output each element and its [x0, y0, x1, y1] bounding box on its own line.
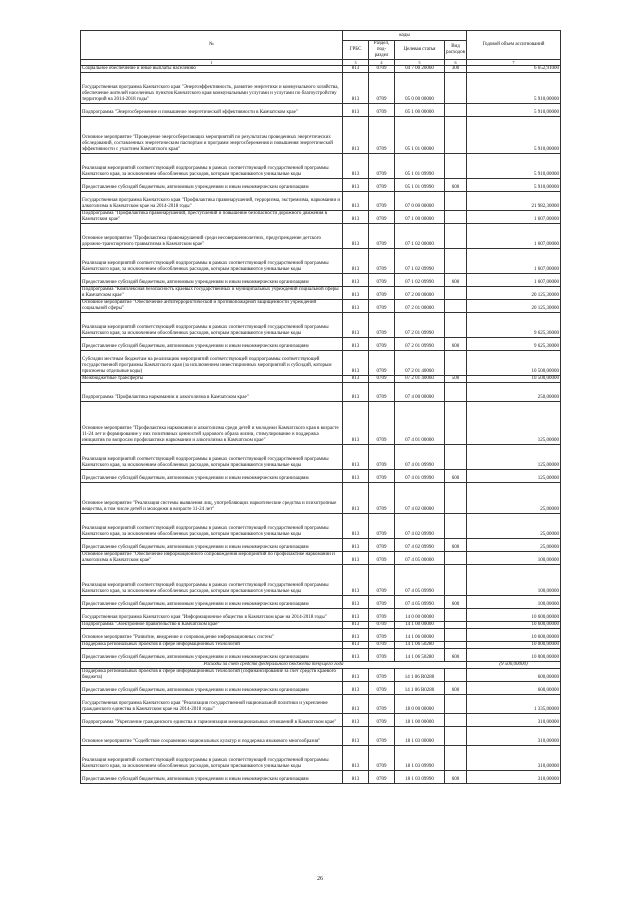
- cell-name: Предоставление субсидий бюджетным, автономным учреждениям и иным некоммерческим организациям: [81, 771, 343, 784]
- cell-razdel: 0709: [369, 351, 395, 376]
- cell-expense-type: [445, 514, 467, 539]
- cell-expense-type: [445, 445, 467, 470]
- note-text: Расходы за счет средств федерального бюджета текущего года: [81, 662, 467, 669]
- page-number: 26: [317, 876, 323, 882]
- cell-target-article: 04 7 00 20060: [395, 66, 445, 73]
- cell-sum: 10 500,00000: [467, 376, 561, 383]
- table-row: [81, 714, 561, 727]
- cell-expense-type: [445, 727, 467, 746]
- cell-grbs: 813: [343, 596, 369, 609]
- cell-expense-type: [445, 117, 467, 154]
- cell-target-article: 07 4 01 09990: [395, 445, 445, 470]
- cell-target-article: 14 1 06 50280: [395, 642, 445, 649]
- cell-target-article: 07 4 02 00000: [395, 483, 445, 514]
- cell-name: Предоставление субсидий бюджетным, автономным учреждениям и иным некоммерческим организациям: [81, 274, 343, 287]
- cell-grbs: 813: [343, 642, 369, 649]
- cell-expense-type: [445, 629, 467, 642]
- cell-grbs: 813: [343, 629, 369, 642]
- cell-expense-type: [445, 104, 467, 117]
- cell-expense-type: [445, 609, 467, 622]
- table-row: [81, 539, 561, 552]
- cell-name: Реализация мероприятий соответствующей подпрограммы в рамках соответствующей государственной программы Камчатского края, за исключением обособленных расходов, которым присваиваются уникальные коды: [81, 514, 343, 539]
- table-row: [81, 104, 561, 117]
- cell-razdel: 0709: [369, 338, 395, 351]
- table-row: [81, 66, 561, 73]
- cell-sum: 1 607,00000: [467, 249, 561, 274]
- cell-expense-type: [445, 313, 467, 338]
- cell-razdel: 0709: [369, 695, 395, 714]
- cell-name: Подпрограмма "Энергосбережение и повышение энергетической эффективности в Камчатском крае": [81, 104, 343, 117]
- cell-razdel: 0709: [369, 274, 395, 287]
- cell-name: Субсидии местным бюджетам на реализацию мероприятий соответствующей подпрограммы соответствующей государственной программы Камчатского края (за исключением инвестиционных мероприятий и субсидий, которым присвоены отдельные коды): [81, 351, 343, 376]
- cell-razdel: 0709: [369, 596, 395, 609]
- table-row: [81, 483, 561, 514]
- cell-sum: 25,00000: [467, 514, 561, 539]
- cell-target-article: 07 4 05 09990: [395, 596, 445, 609]
- cell-razdel: 0709: [369, 629, 395, 642]
- cell-grbs: 813: [343, 287, 369, 300]
- cell-grbs: 813: [343, 669, 369, 682]
- cell-sum: 9 625,30000: [467, 313, 561, 338]
- cell-grbs: 813: [343, 104, 369, 117]
- cell-grbs: 813: [343, 313, 369, 338]
- cell-name: Основное мероприятие "Обеспечение информационного сопровождения мероприятий по профилактике наркомании и алкоголизма в Камчатском крае": [81, 552, 343, 565]
- cell-sum: 25,00000: [467, 483, 561, 514]
- cell-razdel: 0709: [369, 483, 395, 514]
- cell-target-article: 14 1 00 00000: [395, 622, 445, 629]
- cell-name: Предоставление субсидий бюджетным, автономным учреждениям и иным некоммерческим организациям: [81, 649, 343, 662]
- cell-grbs: 813: [343, 445, 369, 470]
- cell-razdel: 0709: [369, 192, 395, 211]
- cell-target-article: 14 1 06 R0280: [395, 682, 445, 695]
- cell-target-article: 05 1 01 09990: [395, 154, 445, 179]
- cell-expense-type: [445, 73, 467, 104]
- cell-expense-type: [445, 669, 467, 682]
- cell-grbs: 813: [343, 483, 369, 514]
- table-row: [81, 445, 561, 470]
- cell-name: Подпрограмма "Профилактика наркомании и алкоголизма в Камчатском крае": [81, 383, 343, 402]
- cell-expense-type: [445, 154, 467, 179]
- cell-name: Предоставление субсидий бюджетным, автономным учреждениям и иным некоммерческим организациям: [81, 539, 343, 552]
- cell-razdel: 0709: [369, 117, 395, 154]
- cell-sum: 125,00000: [467, 445, 561, 470]
- cell-sum: 5 910,00000: [467, 179, 561, 192]
- cell-sum: 10 600,00000: [467, 609, 561, 622]
- cell-target-article: 18 1 03 09990: [395, 746, 445, 771]
- table-row: [81, 727, 561, 746]
- cell-razdel: 0709: [369, 514, 395, 539]
- table-row: [81, 771, 561, 784]
- cell-sum: 600,00000: [467, 669, 561, 682]
- cell-name: Предоставление субсидий бюджетным, автономным учреждениям и иным некоммерческим организациям: [81, 179, 343, 192]
- table-row: [81, 300, 561, 313]
- cell-razdel: 0709: [369, 609, 395, 622]
- cell-expense-type: 600: [445, 682, 467, 695]
- cell-razdel: 0709: [369, 402, 395, 445]
- table-row: [81, 249, 561, 274]
- cell-razdel: 0709: [369, 746, 395, 771]
- cell-grbs: 813: [343, 649, 369, 662]
- cell-target-article: 07 1 02 00000: [395, 224, 445, 249]
- cell-expense-type: [445, 483, 467, 514]
- cell-grbs: 813: [343, 192, 369, 211]
- cell-name: Социальное обеспечение и иные выплаты населению: [81, 66, 343, 73]
- cell-razdel: 0709: [369, 287, 395, 300]
- cell-expense-type: 600: [445, 470, 467, 483]
- cell-name: Подпрограмма "Профилактика правонарушений, преступлений и повышение безопасности дорожного движения в Камчатском крае": [81, 211, 343, 224]
- cell-name: Реализация мероприятий соответствующей подпрограммы в рамках соответствующей государственной программы Камчатского края, за исключением обособленных расходов, которым присваиваются уникальные коды: [81, 565, 343, 596]
- cell-sum: 20 125,30000: [467, 300, 561, 313]
- cell-grbs: 813: [343, 351, 369, 376]
- cell-target-article: 07 4 05 00000: [395, 552, 445, 565]
- cell-razdel: 0709: [369, 649, 395, 662]
- cell-sum: 100,00000: [467, 596, 561, 609]
- cell-grbs: 813: [343, 224, 369, 249]
- table-row: [81, 552, 561, 565]
- header-razdel: Раздел, под-раздел: [369, 41, 395, 60]
- cell-expense-type: [445, 402, 467, 445]
- cell-razdel: 0709: [369, 727, 395, 746]
- cell-expense-type: [445, 224, 467, 249]
- cell-sum: 6 652,91000: [467, 66, 561, 73]
- cell-name: Поддержка региональных проектов в сфере информационных технологий: [81, 642, 343, 649]
- cell-expense-type: [445, 695, 467, 714]
- cell-sum: (9 500,00000): [467, 662, 561, 669]
- cell-target-article: 07 4 05 09990: [395, 565, 445, 596]
- cell-expense-type: [445, 351, 467, 376]
- cell-name: Реализация мероприятий соответствующей подпрограммы в рамках соответствующей государственной программы Камчатского края, за исключением обособленных расходов, которым присваиваются уникальные коды: [81, 445, 343, 470]
- table-row: [81, 669, 561, 682]
- header-grbs: ГРБС: [343, 41, 369, 60]
- cell-sum: 21 982,30000: [467, 192, 561, 211]
- cell-name: Основное мероприятие "Содействие сохранению национальных культур и поддержка языкового многообразия": [81, 727, 343, 746]
- cell-grbs: 813: [343, 470, 369, 483]
- cell-sum: 20 125,30000: [467, 287, 561, 300]
- cell-razdel: 0709: [369, 313, 395, 338]
- cell-target-article: 18 0 00 00000: [395, 695, 445, 714]
- table-row: [81, 338, 561, 351]
- cell-expense-type: 600: [445, 179, 467, 192]
- cell-grbs: 813: [343, 338, 369, 351]
- cell-target-article: 18 1 03 09990: [395, 771, 445, 784]
- cell-razdel: 0709: [369, 642, 395, 649]
- cell-razdel: 0709: [369, 682, 395, 695]
- table-row: [81, 351, 561, 376]
- cell-sum: 5 910,00000: [467, 104, 561, 117]
- cell-name: Основное мероприятие "Профилактика правонарушений среди несовершеннолетних, предупреждение детского дорожно-транспортного травматизма в Камчатском крае": [81, 224, 343, 249]
- cell-name: Реализация мероприятий соответствующей подпрограммы в рамках соответствующей государственной программы Камчатского края, за исключением обособленных расходов, которым присваиваются уникальные коды: [81, 313, 343, 338]
- cell-razdel: 0709: [369, 470, 395, 483]
- table-row: [81, 695, 561, 714]
- table-row: [81, 596, 561, 609]
- cell-razdel: 0709: [369, 714, 395, 727]
- cell-sum: 10 600,00000: [467, 629, 561, 642]
- cell-sum: 10 000,00000: [467, 642, 561, 649]
- cell-name: Основное мероприятие "Развитие, внедрение и сопровождение информационных систем": [81, 629, 343, 642]
- cell-name: Государственная программа Камчатского края "Профилактика правонарушений, терроризма, экстремизма, наркомании и алкоголизма в Камчатском крае на 2014-2018 годы": [81, 192, 343, 211]
- table-row: [81, 746, 561, 771]
- header-index-1: 1: [81, 60, 343, 66]
- cell-target-article: 07 2 01 40060: [395, 351, 445, 376]
- cell-name: Основное мероприятие "Обеспечение антитеррористической и противопожарной защищенности учреждений социальной сферы": [81, 300, 343, 313]
- cell-expense-type: [445, 287, 467, 300]
- cell-target-article: 07 4 00 00000: [395, 383, 445, 402]
- header-index-5: 5: [395, 60, 445, 66]
- cell-name: Основное мероприятие "Реализация системы выявления лиц, употребляющих наркотические средства и психотропные вещества, в том числе детей и молодежи в возрасте 11-24 лет": [81, 483, 343, 514]
- cell-grbs: 813: [343, 117, 369, 154]
- cell-razdel: 0709: [369, 565, 395, 596]
- cell-expense-type: [445, 622, 467, 629]
- cell-grbs: 813: [343, 376, 369, 383]
- cell-name: Предоставление субсидий бюджетным, автономным учреждениям и иным некоммерческим организациям: [81, 596, 343, 609]
- cell-grbs: 813: [343, 552, 369, 565]
- cell-grbs: 813: [343, 771, 369, 784]
- table-row: [81, 313, 561, 338]
- cell-grbs: 813: [343, 746, 369, 771]
- cell-sum: 310,00000: [467, 714, 561, 727]
- header-index-7: 7: [467, 60, 561, 66]
- cell-name: Реализация мероприятий соответствующей подпрограммы в рамках соответствующей государственной программы Камчатского края, за исключением обособленных расходов, которым присваиваются уникальные коды: [81, 249, 343, 274]
- cell-target-article: 07 2 01 09990: [395, 338, 445, 351]
- table-row: [81, 192, 561, 211]
- cell-target-article: 07 0 00 00000: [395, 192, 445, 211]
- table-row: [81, 649, 561, 662]
- cell-razdel: 0709: [369, 73, 395, 104]
- table-row: [81, 274, 561, 287]
- cell-sum: 5 910,00000: [467, 154, 561, 179]
- header-index-6: 6: [445, 60, 467, 66]
- cell-grbs: 813: [343, 682, 369, 695]
- cell-expense-type: [445, 192, 467, 211]
- cell-name: Подпрограмма "Электронное правительство в Камчатском крае": [81, 622, 343, 629]
- table-row: [81, 470, 561, 483]
- cell-grbs: 813: [343, 622, 369, 629]
- cell-grbs: 813: [343, 727, 369, 746]
- header-index-3: 3: [343, 60, 369, 66]
- table-row: [81, 565, 561, 596]
- cell-razdel: 0709: [369, 669, 395, 682]
- cell-razdel: 0709: [369, 771, 395, 784]
- cell-sum: 1 607,00000: [467, 274, 561, 287]
- cell-grbs: 813: [343, 179, 369, 192]
- cell-target-article: 14 1 06 50280: [395, 649, 445, 662]
- cell-razdel: 0709: [369, 376, 395, 383]
- table-row: [81, 154, 561, 179]
- table-row: [81, 402, 561, 445]
- cell-name: Предоставление субсидий бюджетным, автономным учреждениям и иным некоммерческим организациям: [81, 470, 343, 483]
- header-num: №: [81, 31, 343, 60]
- cell-sum: 5 910,00000: [467, 117, 561, 154]
- cell-sum: 125,00000: [467, 402, 561, 445]
- cell-expense-type: 600: [445, 596, 467, 609]
- cell-razdel: 0709: [369, 622, 395, 629]
- table-row: [81, 376, 561, 383]
- table-body: [81, 66, 561, 784]
- cell-grbs: 813: [343, 211, 369, 224]
- cell-name: Реализация мероприятий соответствующей подпрограммы в рамках соответствующей государственной программы Камчатского края, за исключением обособленных расходов, которым присваиваются уникальные коды: [81, 154, 343, 179]
- cell-sum: 1 607,00000: [467, 224, 561, 249]
- cell-sum: 600,00000: [467, 682, 561, 695]
- cell-sum: 250,00000: [467, 383, 561, 402]
- cell-target-article: 05 0 00 00000: [395, 73, 445, 104]
- table-note-row: [81, 662, 561, 669]
- cell-target-article: 14 1 06 00000: [395, 629, 445, 642]
- cell-name: Подпрограмма "Укрепление гражданского единства и гармонизация межнациональных отношений в Камчатском крае": [81, 714, 343, 727]
- cell-target-article: 14 0 00 00000: [395, 609, 445, 622]
- cell-sum: 310,00000: [467, 746, 561, 771]
- cell-razdel: 0709: [369, 383, 395, 402]
- cell-razdel: 0709: [369, 104, 395, 117]
- table-row: [81, 179, 561, 192]
- table-row: [81, 383, 561, 402]
- cell-target-article: 07 1 02 09990: [395, 249, 445, 274]
- cell-grbs: 813: [343, 383, 369, 402]
- cell-sum: 10 500,00000: [467, 351, 561, 376]
- cell-grbs: 813: [343, 73, 369, 104]
- cell-grbs: 813: [343, 154, 369, 179]
- cell-target-article: 07 4 01 00000: [395, 402, 445, 445]
- cell-target-article: 07 4 02 09990: [395, 539, 445, 552]
- cell-grbs: 813: [343, 539, 369, 552]
- cell-target-article: 07 2 01 09990: [395, 313, 445, 338]
- cell-grbs: 813: [343, 402, 369, 445]
- cell-target-article: 14 1 06 R0280: [395, 669, 445, 682]
- cell-name: Основное мероприятие "Проведение энергосберегающих мероприятий по результатам проведенных энергетических обследований, составленных энергетическим паспортам и программ энергосбережения и повышения энергетической эффективности с участием Камчатского края": [81, 117, 343, 154]
- cell-expense-type: [445, 249, 467, 274]
- cell-name: Государственная программа Камчатского края "Информационное общество в Камчатском крае на 2014-2018 годы": [81, 609, 343, 622]
- cell-expense-type: [445, 300, 467, 313]
- header-vr: Вид расходов: [445, 41, 467, 60]
- cell-razdel: 0709: [369, 211, 395, 224]
- table-row: [81, 682, 561, 695]
- cell-razdel: 0709: [369, 66, 395, 73]
- cell-grbs: 813: [343, 66, 369, 73]
- cell-name: Основное мероприятие "Профилактика наркомании и алкоголизма среди детей и молодежи Камчатского края в возрасте 11-24 лет и формирование у них позитивных ценностей здорового образа жизни, стимулирование и поддержка инициатив по вопросам профилактики наркомании и алкоголизма в Камчатском крае": [81, 402, 343, 445]
- cell-sum: 100,00000: [467, 565, 561, 596]
- cell-target-article: 07 2 01 40060: [395, 376, 445, 383]
- cell-razdel: 0709: [369, 300, 395, 313]
- cell-target-article: 05 1 01 00000: [395, 117, 445, 154]
- table-row: [81, 514, 561, 539]
- cell-name: Государственная программа Камчатского края "Реализация государственной национальной политики и укрепление гражданского единства в Камчатском крае на 2014-2018 годы": [81, 695, 343, 714]
- cell-name: Межбюджетные трансферты: [81, 376, 343, 383]
- cell-name: Предоставление субсидий бюджетным, автономным учреждениям и иным некоммерческим организациям: [81, 682, 343, 695]
- cell-grbs: 813: [343, 249, 369, 274]
- cell-sum: 10 000,00000: [467, 649, 561, 662]
- cell-name: Подпрограмма "Комплексная безопасность краевых государственных и муниципальных учреждений социальной сферы в Камчатском крае": [81, 287, 343, 300]
- cell-sum: 5 910,00000: [467, 73, 561, 104]
- cell-target-article: 05 1 01 09990: [395, 179, 445, 192]
- cell-name: Государственная программа Камчатского края "Энергоэффективность, развитие энергетики и коммунального хозяйства, обеспечение жителей населенных пунктов Камчатского края коммунальными услугами и услугами по благоустройству территорий на 2014-2018 годы": [81, 73, 343, 104]
- cell-razdel: 0709: [369, 179, 395, 192]
- table-row: [81, 642, 561, 649]
- header-codes: коды: [343, 31, 467, 41]
- cell-expense-type: 600: [445, 274, 467, 287]
- cell-expense-type: 600: [445, 539, 467, 552]
- cell-grbs: 813: [343, 714, 369, 727]
- cell-target-article: 18 1 00 00000: [395, 714, 445, 727]
- header-sum: Годовой объем ассигнований: [467, 31, 561, 60]
- cell-razdel: 0709: [369, 249, 395, 274]
- cell-expense-type: [445, 383, 467, 402]
- cell-sum: 1 607,00000: [467, 211, 561, 224]
- cell-target-article: 07 1 02 09990: [395, 274, 445, 287]
- table-row: [81, 622, 561, 629]
- cell-expense-type: 600: [445, 771, 467, 784]
- cell-sum: 310,00000: [467, 771, 561, 784]
- cell-target-article: 07 4 01 09990: [395, 470, 445, 483]
- cell-grbs: 813: [343, 274, 369, 287]
- table-row: [81, 287, 561, 300]
- cell-expense-type: [445, 565, 467, 596]
- cell-sum: 125,00000: [467, 470, 561, 483]
- cell-target-article: 07 2 01 00000: [395, 300, 445, 313]
- cell-target-article: 05 1 00 00000: [395, 104, 445, 117]
- cell-razdel: 0709: [369, 552, 395, 565]
- cell-expense-type: [445, 746, 467, 771]
- cell-sum: 10 600,00000: [467, 622, 561, 629]
- cell-name: Предоставление субсидий бюджетным, автономным учреждениям и иным некоммерческим организациям: [81, 338, 343, 351]
- cell-sum: 9 625,30000: [467, 338, 561, 351]
- cell-razdel: 0709: [369, 539, 395, 552]
- cell-grbs: 813: [343, 300, 369, 313]
- cell-grbs: 813: [343, 514, 369, 539]
- cell-expense-type: [445, 552, 467, 565]
- header-index-4: 4: [369, 60, 395, 66]
- cell-expense-type: [445, 642, 467, 649]
- cell-expense-type: [445, 211, 467, 224]
- cell-name: Реализация мероприятий соответствующей подпрограммы в рамках соответствующей государственной программы Камчатского края, за исключением обособленных расходов, которым присваиваются уникальные коды: [81, 746, 343, 771]
- cell-grbs: 813: [343, 695, 369, 714]
- cell-razdel: 0709: [369, 154, 395, 179]
- table-row: [81, 224, 561, 249]
- cell-grbs: 813: [343, 609, 369, 622]
- cell-sum: 1 335,00000: [467, 695, 561, 714]
- cell-sum: 310,00000: [467, 727, 561, 746]
- cell-razdel: 0709: [369, 224, 395, 249]
- cell-target-article: 07 1 00 00000: [395, 211, 445, 224]
- cell-expense-type: 600: [445, 338, 467, 351]
- cell-expense-type: 600: [445, 649, 467, 662]
- cell-target-article: 07 2 00 00000: [395, 287, 445, 300]
- cell-target-article: 07 4 02 09990: [395, 514, 445, 539]
- cell-grbs: 813: [343, 565, 369, 596]
- cell-sum: 100,00000: [467, 552, 561, 565]
- cell-sum: 25,00000: [467, 539, 561, 552]
- table-row: [81, 211, 561, 224]
- cell-expense-type: 500: [445, 376, 467, 383]
- cell-name: Поддержка региональных проектов в сфере информационных технологий (софинансирование за счет средств краевого бюджета): [81, 669, 343, 682]
- table-row: [81, 609, 561, 622]
- header-cs: Целевая статья: [395, 41, 445, 60]
- cell-expense-type: 300: [445, 66, 467, 73]
- table-row: [81, 73, 561, 104]
- budget-table: [80, 30, 561, 784]
- table-header: [81, 31, 561, 66]
- cell-expense-type: [445, 714, 467, 727]
- cell-razdel: 0709: [369, 445, 395, 470]
- table-row: [81, 629, 561, 642]
- table-row: [81, 117, 561, 154]
- cell-target-article: 18 1 03 00000: [395, 727, 445, 746]
